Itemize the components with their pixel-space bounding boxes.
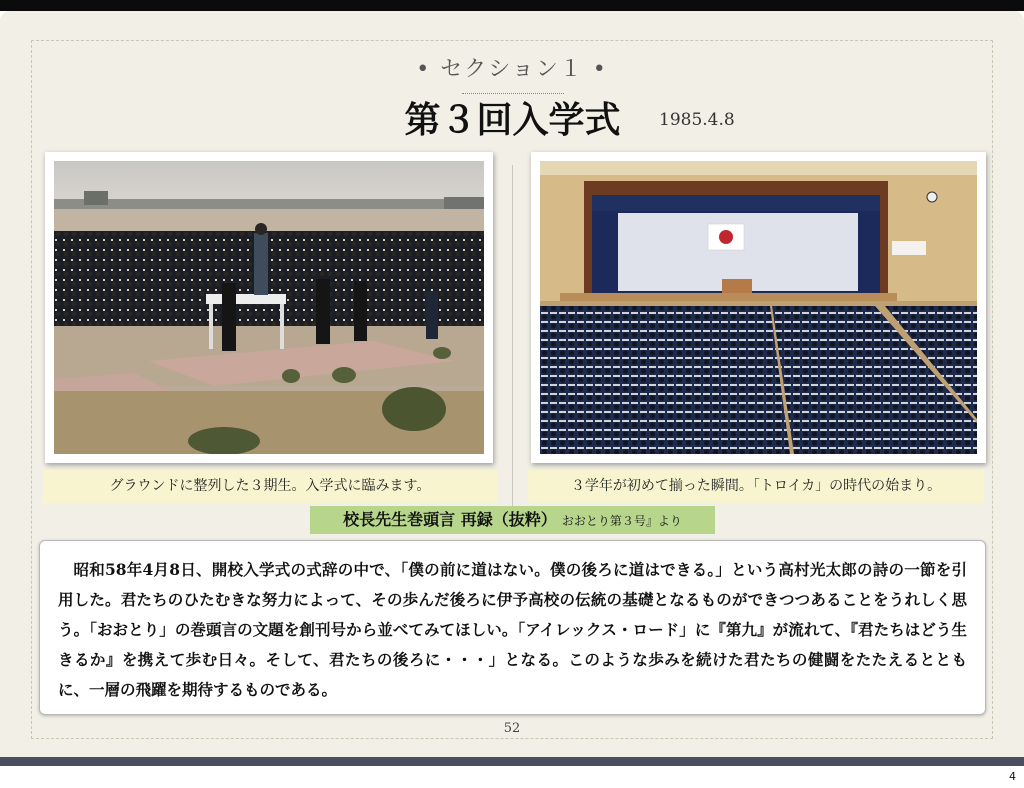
excerpt-heading xyxy=(310,506,715,534)
window-top-bar xyxy=(0,0,1024,11)
photo-ground-assembly xyxy=(45,152,493,463)
event-date: 1985.4.8 xyxy=(659,110,735,130)
excerpt-heading-main: 校長先生巻頭言 再録（抜粋） xyxy=(343,510,557,529)
slide-number: 4 xyxy=(1009,770,1016,783)
page-title: 第３回入学式 xyxy=(404,100,621,141)
page-number: 52 xyxy=(503,721,521,736)
excerpt-body: 昭和58年4月8日、開校入学式の式辞の中で、「僕の前に道はない。僕の後ろに道はできる。」という高村光太郎の詩の一節を引用した。君たちのひたむきな努力によって、その歩んだ後ろに伊予高校の伝統の基礎となるものができつつあることをうれしく思う。「おおとり」の巻頭言の文題を創刊号から並べてみてほしい。「アイレックス・ロード」に『第九』が流れて、『君たちはどう生きるか』を携えて歩む日々。そして、君たちの後ろに・・・」となる。このような歩みを続けた君たちの健闘をたたえるとともに、一層の飛躍を期待するものである。 xyxy=(58,560,967,699)
section-label: • セクション１ • xyxy=(416,57,608,82)
ground-assembly-image xyxy=(54,161,484,454)
excerpt-heading-source: おおとり第３号』より xyxy=(561,514,682,528)
photo-caption-left: グラウンドに整列した３期生。入学式に臨みます。 xyxy=(43,470,497,503)
excerpt-text-box xyxy=(39,540,986,715)
photo-caption-right: ３学年が初めて揃った瞬間。「トロイカ」の時代の始まり。 xyxy=(528,470,984,503)
photo-gym-ceremony xyxy=(531,152,986,463)
window-bottom-bar xyxy=(0,757,1024,766)
gym-ceremony-image xyxy=(540,161,977,454)
column-divider xyxy=(512,165,513,515)
